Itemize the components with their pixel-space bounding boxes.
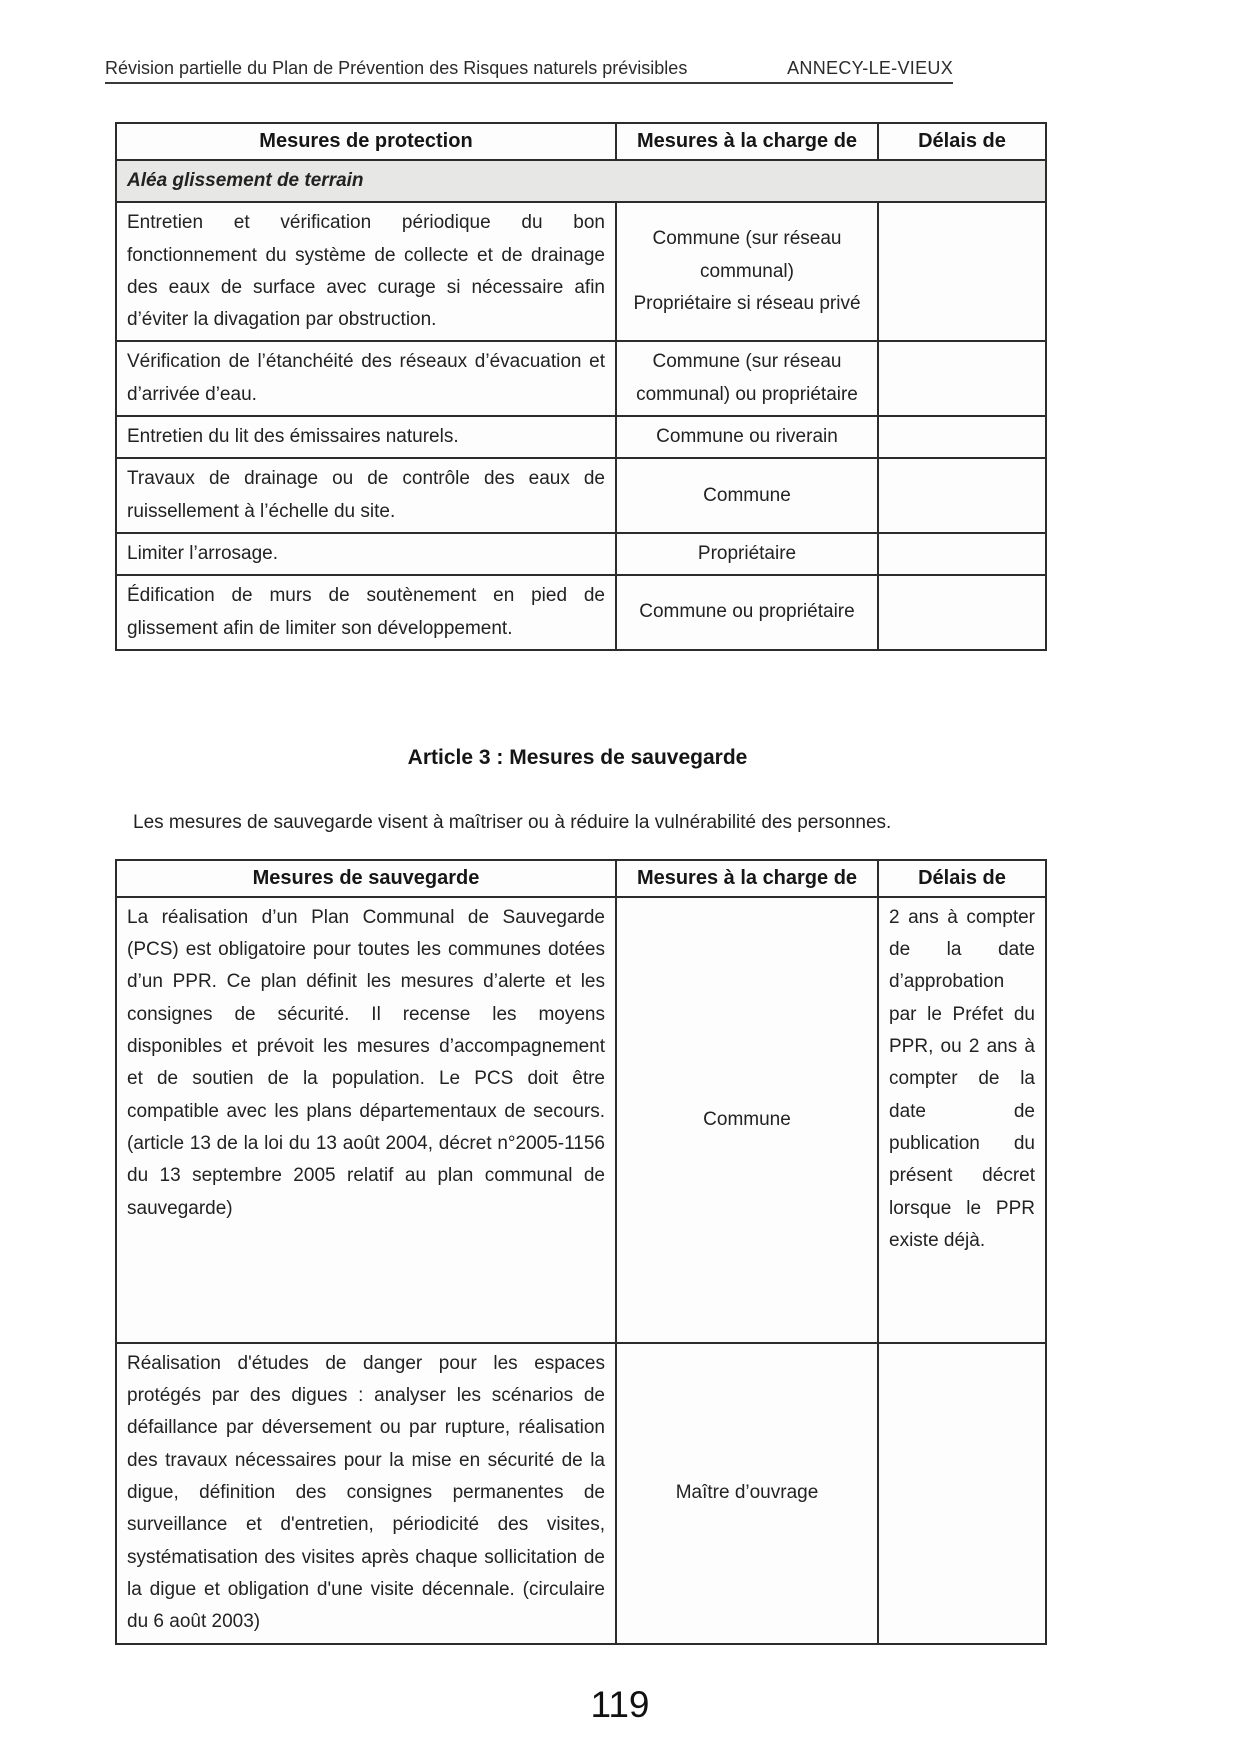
table-row bbox=[116, 533, 1046, 575]
delai-cell bbox=[878, 458, 1046, 533]
table-row bbox=[116, 458, 1046, 533]
delai-cell: 2 ans à compter de la date d’approbation par le Préfet du PPR, ou 2 ans à compter de la date de publication du présent décret lorsque le PPR existe déjà. bbox=[878, 897, 1046, 1343]
table-header-row bbox=[116, 860, 1046, 897]
column-header-delais: Délais de bbox=[878, 860, 1046, 897]
table-row bbox=[116, 1343, 1046, 1644]
measure-cell: Limiter l’arrosage. bbox=[116, 533, 616, 575]
charge-cell: Maître d’ouvrage bbox=[616, 1343, 878, 1644]
table-header-row bbox=[116, 123, 1046, 160]
header-commune-name: ANNECY-LE-VIEUX bbox=[787, 58, 953, 78]
column-header-delais: Délais de bbox=[878, 123, 1046, 160]
column-header-mesures-protection: Mesures de protection bbox=[116, 123, 616, 160]
delai-cell bbox=[878, 533, 1046, 575]
measure-cell: La réalisation d’un Plan Communal de Sauvegarde (PCS) est obligatoire pour toutes les communes dotées d’un PPR. Ce plan définit les mesures d’alerte et les consignes de sécurité. Il recense les moyens disponibles et prévoit les mesures d’accompagnement et de soutien de la population. Le PCS doit être compatible avec les plans départementaux de secours. (article 13 de la loi du 13 août 2004, décret n°2005-1156 du 13 septembre 2005 relatif au plan communal de sauvegarde) bbox=[116, 897, 616, 1343]
sauvegarde-measures-table bbox=[115, 859, 1047, 1645]
charge-cell: Commune (sur réseau communal) ou propriétaire bbox=[616, 341, 878, 416]
charge-line: Propriétaire si réseau privé bbox=[633, 293, 861, 315]
delai-cell bbox=[878, 341, 1046, 416]
measure-cell: Entretien et vérification périodique du bon fonctionnement du système de collecte et de drainage des eaux de surface avec curage si nécessaire afin d’éviter la divagation par obstruction. bbox=[116, 202, 616, 341]
table-row bbox=[116, 202, 1046, 341]
protection-measures-table bbox=[115, 122, 1047, 651]
page-number: 119 bbox=[590, 1684, 650, 1725]
measure-cell: Vérification de l’étanchéité des réseaux d’évacuation et d’arrivée d’eau. bbox=[116, 341, 616, 416]
measure-cell: Travaux de drainage ou de contrôle des eaux de ruissellement à l’échelle du site. bbox=[116, 458, 616, 533]
section-row bbox=[116, 160, 1046, 202]
column-header-charge: Mesures à la charge de bbox=[616, 123, 878, 160]
article-3-heading: Article 3 : Mesures de sauvegarde bbox=[407, 745, 748, 769]
article-3-intro-paragraph: Les mesures de sauvegarde visent à maîtriser ou à réduire la vulnérabilité des personnes. bbox=[133, 811, 892, 833]
charge-cell: Commune bbox=[616, 897, 878, 1343]
table-row bbox=[116, 416, 1046, 458]
delai-cell bbox=[878, 575, 1046, 650]
delai-cell bbox=[878, 416, 1046, 458]
charge-cell: Commune bbox=[616, 458, 878, 533]
charge-cell: Commune ou propriétaire bbox=[616, 575, 878, 650]
measure-cell: Entretien du lit des émissaires naturels. bbox=[116, 416, 616, 458]
running-header bbox=[105, 58, 953, 84]
charge-cell: Propriétaire bbox=[616, 533, 878, 575]
table-row bbox=[116, 341, 1046, 416]
table-row bbox=[116, 897, 1046, 1343]
table-row bbox=[116, 575, 1046, 650]
section-title-alea-glissement: Aléa glissement de terrain bbox=[116, 160, 1046, 202]
measure-cell: Réalisation d'études de danger pour les espaces protégés par des digues : analyser les scénarios de défaillance par déversement ou par rupture, réalisation des travaux nécessaires pour la mise en sécurité de la digue, définition des consignes permanentes de surveillance et d'entretien, périodicité des visites, systématisation des visites après chaque sollicitation de la digue et obligation d'une visite décennale. (circulaire du 6 août 2003) bbox=[116, 1343, 616, 1644]
charge-line: Commune (sur réseau communal) bbox=[652, 228, 842, 282]
charge-cell bbox=[616, 202, 878, 341]
column-header-charge: Mesures à la charge de bbox=[616, 860, 878, 897]
measure-cell: Édification de murs de soutènement en pied de glissement afin de limiter son développement. bbox=[116, 575, 616, 650]
charge-cell: Commune ou riverain bbox=[616, 416, 878, 458]
delai-cell bbox=[878, 1343, 1046, 1644]
delai-cell bbox=[878, 202, 1046, 341]
header-document-title: Révision partielle du Plan de Prévention des Risques naturels prévisibles bbox=[105, 58, 688, 78]
column-header-mesures-sauvegarde: Mesures de sauvegarde bbox=[116, 860, 616, 897]
